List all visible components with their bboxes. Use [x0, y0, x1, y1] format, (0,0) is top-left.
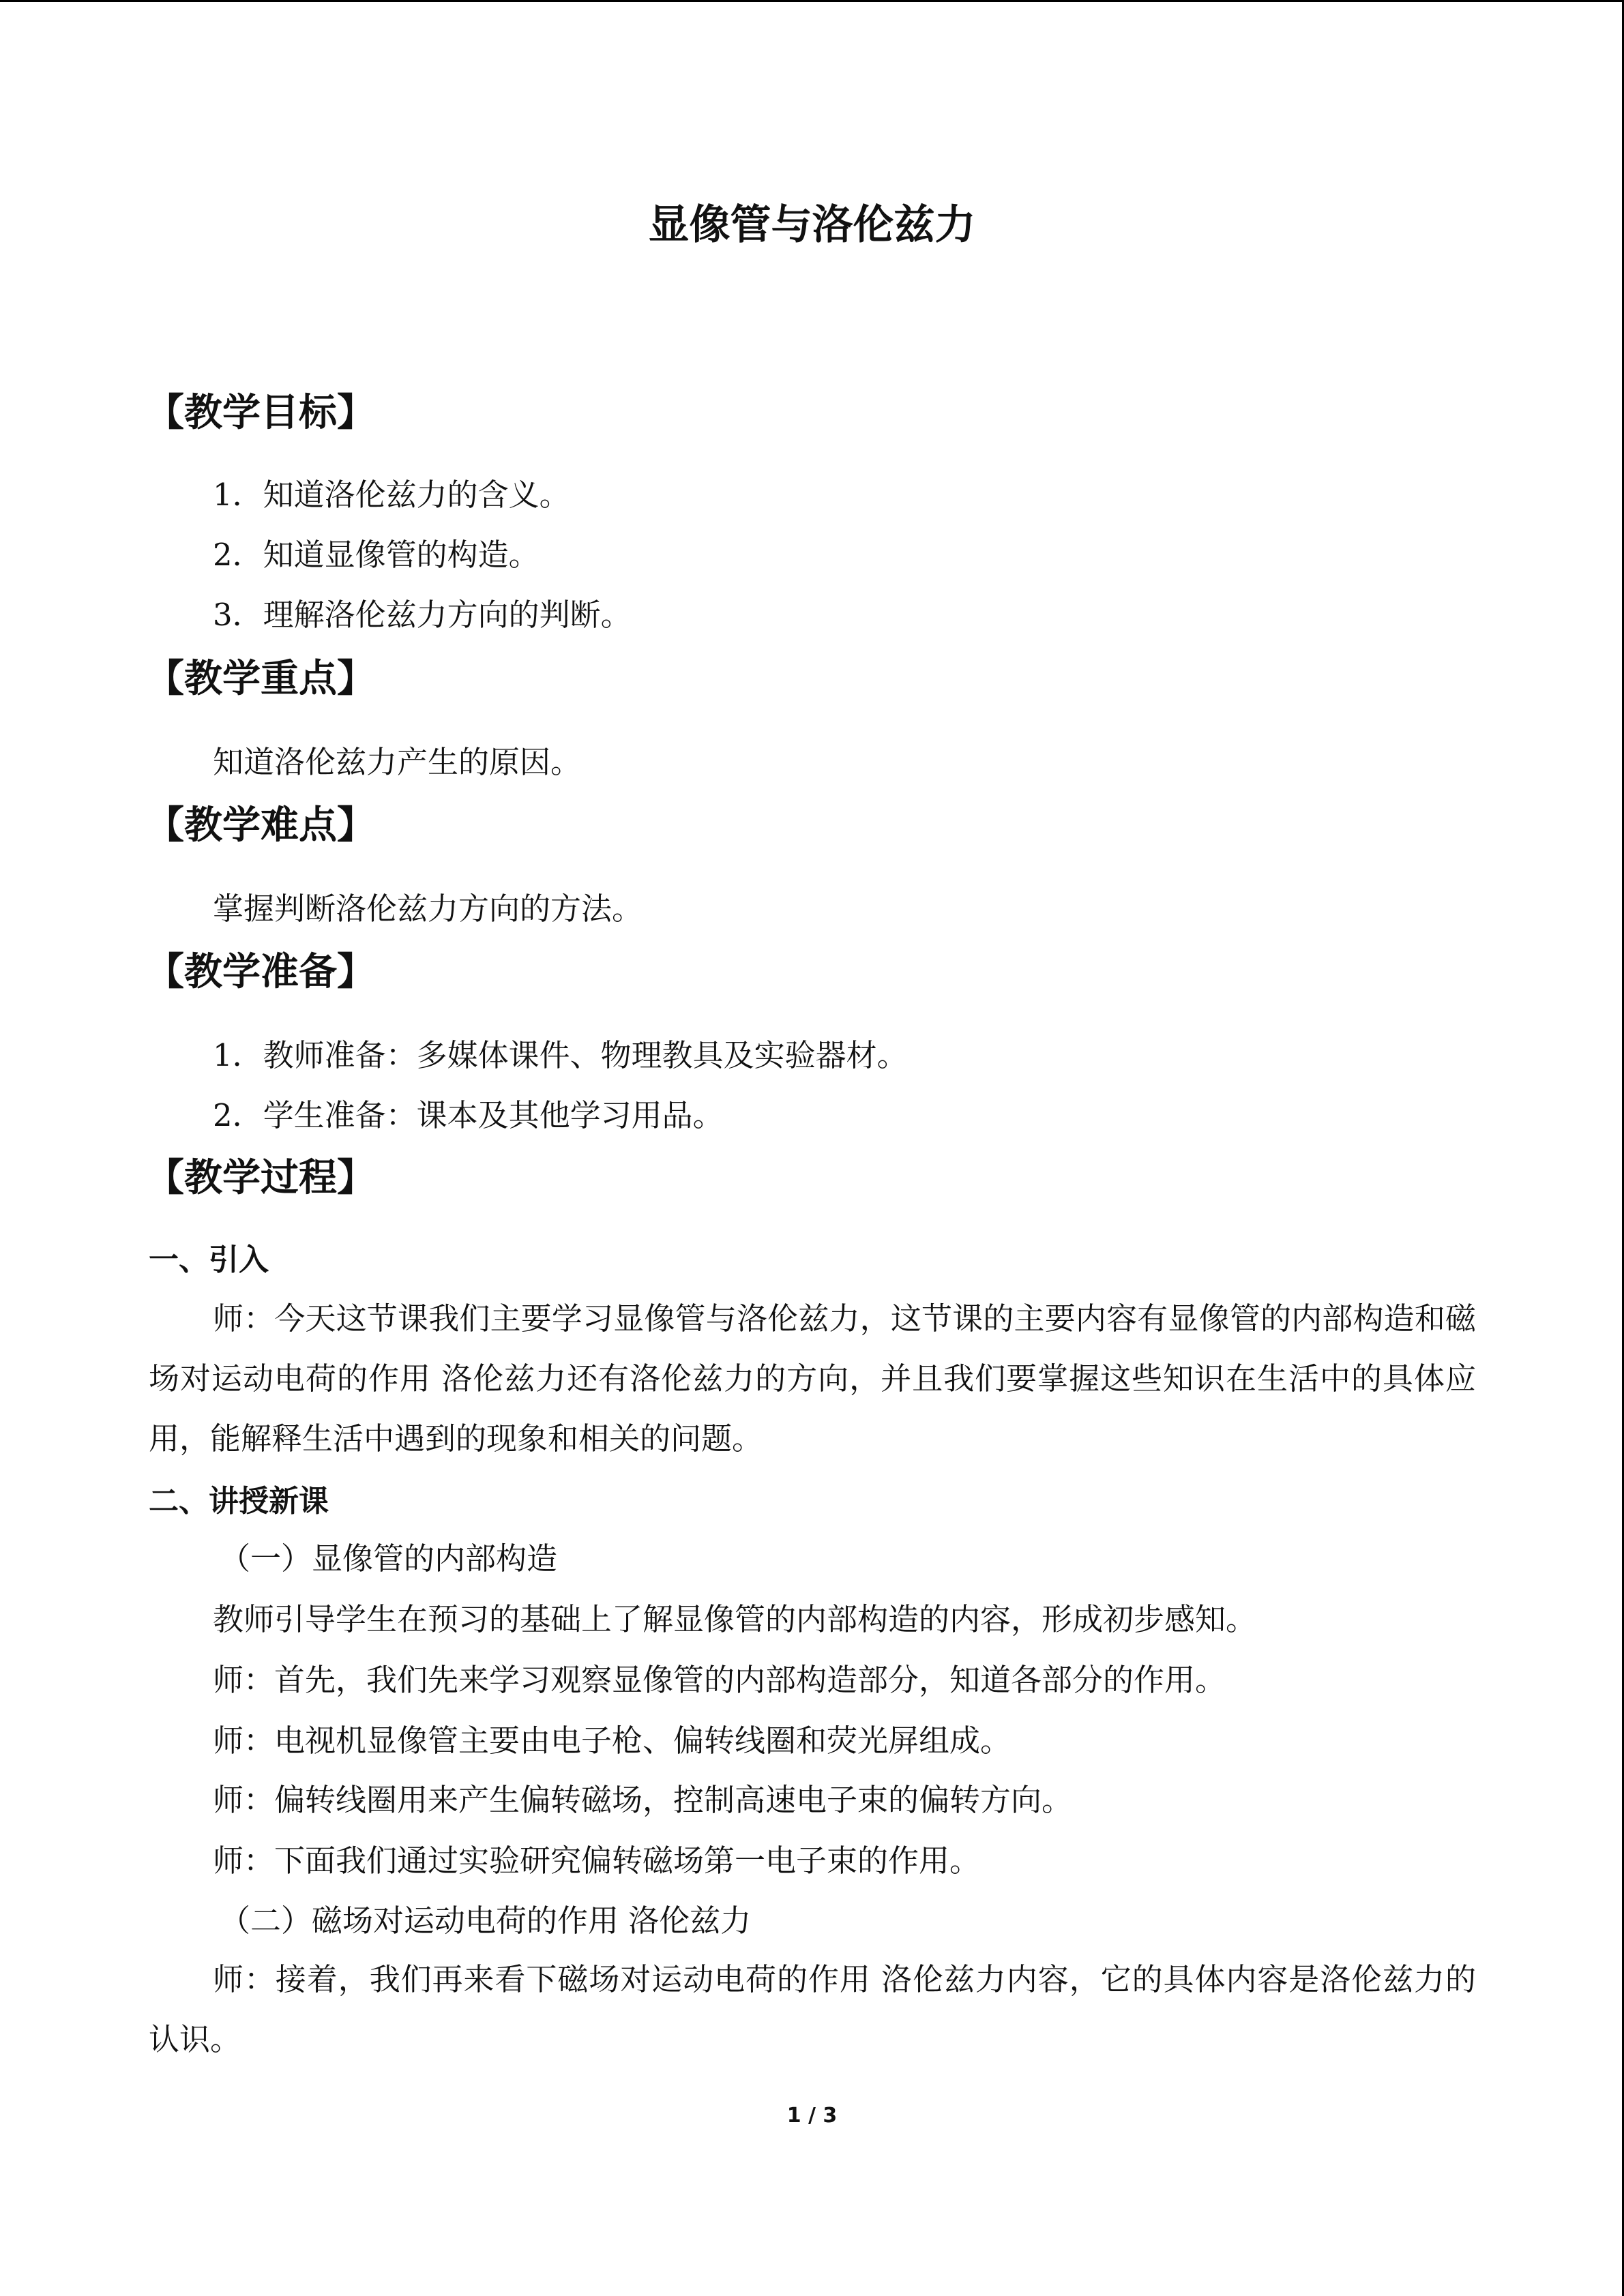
page-border-top: [0, 0, 1624, 2]
part2-paragraph: 师：接着，我们再来看下磁场对运动电荷的作用 洛伦兹力内容，它的具体内容是洛伦兹力的认识。: [149, 1961, 1476, 2057]
part1-title: （一）显像管的内部构造: [220, 1540, 558, 1577]
difficulty-heading: 【教学难点】: [146, 803, 375, 848]
lesson-line: 教师引导学生在预习的基础上了解显像管的内部构造的内容，形成初步感知。: [213, 1601, 1257, 1637]
difficulty-text: 掌握判断洛伦兹力方向的方法。: [213, 891, 643, 927]
new-lesson-heading: 二、讲授新课: [149, 1484, 329, 1519]
preparation-heading: 【教学准备】: [146, 950, 375, 994]
objective-item: 1．知道洛伦兹力的含义。: [213, 477, 570, 513]
process-heading: 【教学过程】: [146, 1156, 375, 1200]
preparation-item: 2．学生准备：课本及其他学习用品。: [213, 1097, 724, 1133]
objective-item: 2．知道显像管的构造。: [213, 537, 540, 573]
document-title: 显像管与洛伦兹力: [648, 201, 976, 249]
page-number: 1 / 3: [786, 2104, 838, 2128]
key-point-heading: 【教学重点】: [146, 657, 375, 701]
part2-title: （二）磁场对运动电荷的作用 洛伦兹力: [220, 1903, 752, 1939]
lesson-line: 师：电视机显像管主要由电子枪、偏转线圈和荧光屏组成。: [213, 1723, 1012, 1759]
lesson-line: 师：首先，我们先来学习观察显像管的内部构造部分，知道各部分的作用。: [213, 1662, 1226, 1698]
intro-heading: 一、引入: [149, 1242, 269, 1277]
intro-paragraph: 师：今天这节课我们主要学习显像管与洛伦兹力，这节课的主要内容有显像管的内部构造和磁场对运动电荷的作用 洛伦兹力还有洛伦兹力的方向，并且我们要掌握这些知识在生活中的具体应用，能解释生活中遇到的现象和相关的问题。: [149, 1300, 1476, 1457]
objective-item: 3．理解洛伦兹力方向的判断。: [213, 597, 632, 633]
lesson-line: 师：偏转线圈用来产生偏转磁场，控制高速电子束的偏转方向。: [213, 1782, 1073, 1818]
preparation-item: 1．教师准备：多媒体课件、物理教具及实验器材。: [213, 1037, 908, 1073]
objectives-heading: 【教学目标】: [146, 391, 375, 435]
lesson-line: 师：下面我们通过实验研究偏转磁场第一电子束的作用。: [213, 1843, 981, 1879]
key-point-text: 知道洛伦兹力产生的原因。: [213, 744, 582, 780]
